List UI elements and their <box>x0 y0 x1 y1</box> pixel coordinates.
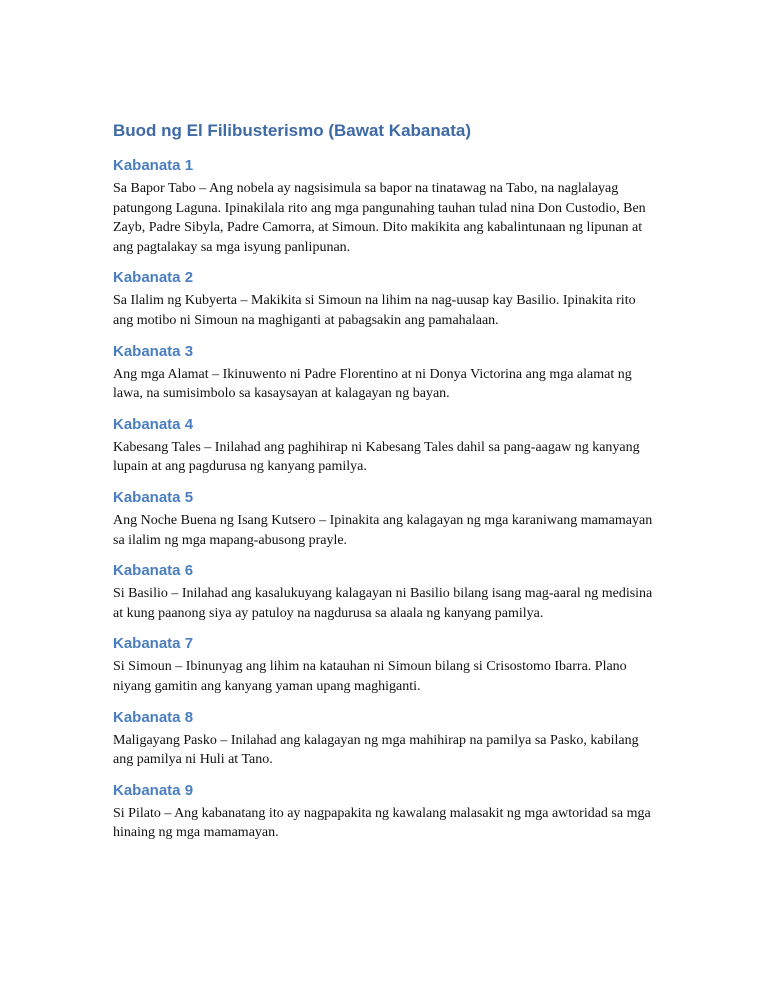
chapter-summary: Si Simoun – Ibinunyag ang lihim na katauhan ni Simoun bilang si Crisostomo Ibarra. Plano niyang gamitin ang kanyang yaman upang maghiganti. <box>113 659 627 694</box>
chapter-section <box>113 634 658 696</box>
chapter-summary: Sa Ilalim ng Kubyerta – Makikita si Simoun na lihim na nag-uusap kay Basilio. Ipinakita rito ang motibo ni Simoun na maghiganti at pabagsakin ang pamahalaan. <box>113 293 636 328</box>
chapter-heading: Kabanata 6 <box>113 562 194 580</box>
chapter-summary: Ang Noche Buena ng Isang Kutsero – Ipinakita ang kalagayan ng mga karaniwang mamamayan sa ilalim ng mga mapang-abusong prayle. <box>113 512 653 548</box>
chapter-summary: Kabesang Tales – Inilahad ang paghihirap ni Kabesang Tales dahil sa pang-aagaw ng kanyang lupain at ang pagdurusa ng kanyang pamilya. <box>113 439 640 475</box>
chapter-summary: Sa Bapor Tabo – Ang nobela ay nagsisimula sa bapor na tinatawag na Tabo, na naglalayag patungong Laguna. Ipinakilala rito ang mga pangunahing tauhan tulad nina Don Custodio, Ben Zayb, Padre Sibyla, Padre Camorra, at Simoun. Dito makikita ang kabalintunaan ng lipunan at ang pagtalakay sa mga isyung panlipunan. <box>113 181 646 255</box>
chapter-summary: Maligayang Pasko – Inilahad ang kalagayan ng mga mahihirap na pamilya sa Pasko, kabilang ang pamilya ni Huli at Tano. <box>113 732 639 768</box>
chapter-summary: Si Pilato – Ang kabanatang ito ay nagpapakita ng kawalang malasakit ng mga awtoridad sa mga hinaing ng mga mamamayan. <box>113 805 651 841</box>
chapter-heading: Kabanata 5 <box>113 488 194 506</box>
document-content <box>113 120 658 854</box>
chapter-section <box>113 488 658 550</box>
chapter-section <box>113 342 658 404</box>
chapter-summary: Ang mga Alamat – Ikinuwento ni Padre Florentino at ni Donya Victorina ang mga alamat ng lawa, na sumisimbolo sa kasaysayan at kalagayan ng bayan. <box>113 366 632 402</box>
chapter-heading: Kabanata 3 <box>113 342 194 360</box>
chapter-heading: Kabanata 2 <box>113 269 194 287</box>
chapter-heading: Kabanata 1 <box>113 157 194 174</box>
chapter-section <box>113 268 658 330</box>
chapter-heading: Kabanata 4 <box>113 415 194 433</box>
chapter-heading: Kabanata 7 <box>113 635 194 653</box>
chapter-section <box>113 708 658 770</box>
chapter-section <box>113 561 658 623</box>
chapter-section <box>113 781 658 843</box>
chapter-heading: Kabanata 9 <box>113 781 194 799</box>
chapter-section <box>113 415 658 477</box>
document-title: Buod ng El Filibusterismo (Bawat Kabanata) <box>113 121 471 140</box>
chapter-heading: Kabanata 8 <box>113 708 194 726</box>
chapter-summary: Si Basilio – Inilahad ang kasalukuyang kalagayan ni Basilio bilang isang mag-aaral ng medisina at kung paanong siya ay patuloy na nagdurusa sa alaala ng kanyang pamilya. <box>113 586 653 621</box>
chapter-section <box>113 156 658 257</box>
